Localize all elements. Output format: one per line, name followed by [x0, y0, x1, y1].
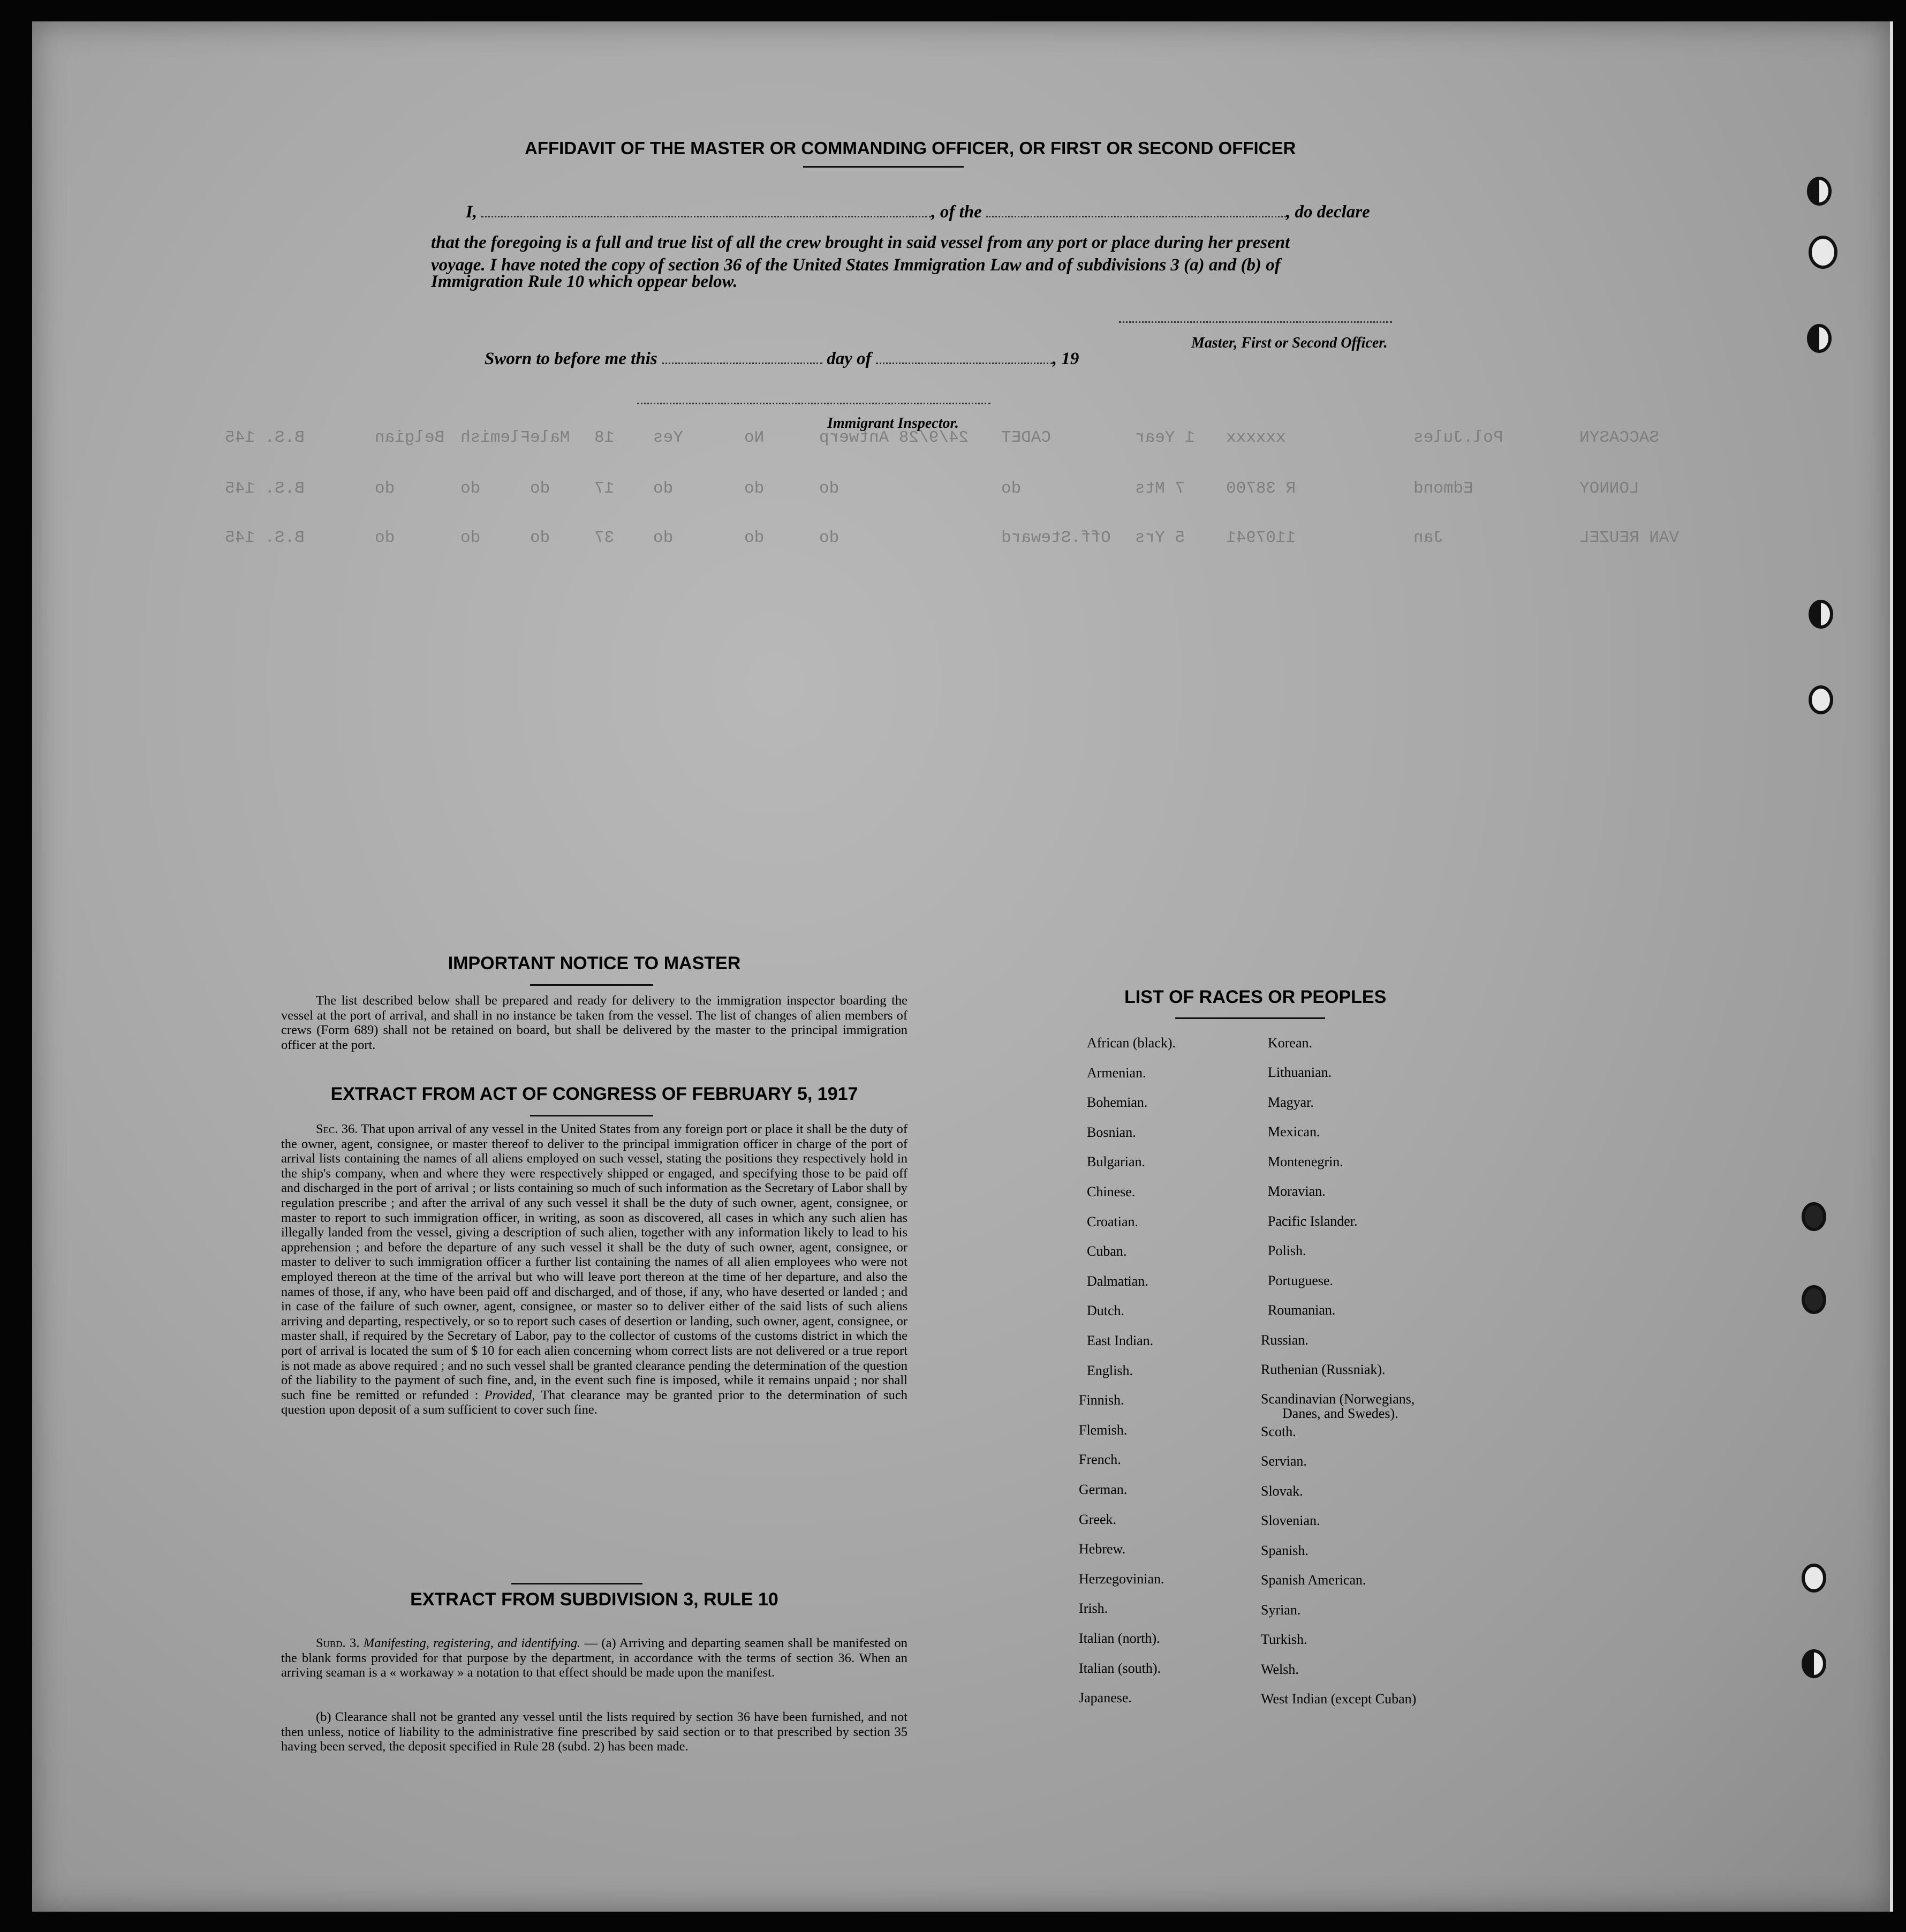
act-title: EXTRACT FROM ACT OF CONGRESS OF FEBRUARY 5, 1917	[330, 1084, 858, 1104]
race-item: Cuban.	[1087, 1243, 1127, 1259]
bleed-cell: LONNOY	[1579, 479, 1639, 498]
bleed-cell: do	[744, 479, 765, 498]
punch-hole	[1802, 1285, 1826, 1314]
race-item: Bosnian.	[1087, 1124, 1136, 1140]
race-item: Syrian.	[1261, 1602, 1301, 1618]
bleed-cell: B.S. 145	[225, 479, 305, 498]
race-item: Slovak.	[1261, 1483, 1303, 1499]
race-item: Servian.	[1261, 1453, 1307, 1469]
sworn-day-blank[interactable]	[662, 363, 822, 364]
bleed-cell: B.S. 145	[225, 428, 305, 447]
rule-subd-b: (b) Clearance shall not be granted any vessel until the lists required by section 36 have been furnished, and not then unless, notice of liability to the administrative fine prescribed by said section or to that prescribed by section 35 having been served, the deposit specified in Rule 28 (subd. 2) has been made.	[281, 1710, 907, 1754]
race-item: Montenegrin.	[1268, 1154, 1343, 1169]
bleed-row	[214, 529, 1767, 550]
act-title-rule	[530, 1115, 653, 1116]
sworn-label: Sworn to before me this	[485, 349, 657, 368]
race-item: Slovenian.	[1261, 1513, 1320, 1528]
punch-hole	[1809, 685, 1833, 714]
race-item: Roumanian.	[1268, 1302, 1336, 1318]
bleed-cell: 7 Mts	[1135, 479, 1185, 498]
day-of-label: day of	[827, 349, 872, 368]
race-item: Welsh.	[1261, 1662, 1299, 1677]
bleed-cell: Edmond	[1413, 479, 1473, 498]
race-item: Dutch.	[1087, 1303, 1125, 1319]
bleed-cell: do	[653, 529, 674, 547]
rule-a-text: — (a) Arriving and departing seamen shall be manifested on the blank forms provided for that purpose by the department, in accordance with the terms of section 36. When an arriving seaman is a « workaway » a notation to that effect should be made upon the manifest.	[281, 1636, 907, 1680]
act-provided: Provided,	[484, 1387, 535, 1402]
rule-subd-a	[281, 1636, 907, 1680]
race-item: Irish.	[1079, 1601, 1108, 1617]
race-item: Mexican.	[1268, 1124, 1320, 1139]
affidavit-title: AFFIDAVIT OF THE MASTER OR COMMANDING OFFICER, OR FIRST OR SECOND OFFICER	[525, 138, 1296, 158]
races-title: LIST OF RACES OR PEOPLES	[1124, 987, 1387, 1007]
rule-title-top-rule	[511, 1583, 642, 1584]
punch-hole	[1807, 324, 1832, 353]
bleed-cell: Flemish	[460, 428, 531, 447]
act-body: That upon arrival of any vessel in the United States from any foreign port or place it shall be the duty of the owner, agent, consignee, or master thereof to deliver to the principal immigration officer in charge of the port of arrival lists containing the names of all aliens employed on such vessel, stating the positions they respectively hold in the ship's company, when and where they were respectively shipped or engaged, and specifying those to be paid off and discharged in the port of arrival ; or lists containing so much of such information as the Secretary of Labor shall by regulation prescribe ; and after the arrival of any such vessel it shall be the duty of such owner, agent, consignee, or master to report to such immigration officer, in writing, as soon as discovered, all cases in which any such alien has illegally landed from the vessel, giving a description of such alien, together with any information likely to lead to his apprehension ; and before the departure of any such vessel it shall be the duty of such owner, agent, consignee, or master to deliver to such immigration officer a further list containing the names of all alien employees who were not employed thereon at the time of the arrival but who will leave port thereon at the time of her departure, and also the names of those, if any, who have been paid off and discharged, and of those, if any, who have deserted or landed ; and in case of the failure of such owner, agent, consignee, or master so to deliver either of the said lists of such aliens arriving and departing, respectively, or so to report such cases of desertion or landing, such owner, agent, consignee, or master shall, if required by the Secretary of Labor, pay to the collector of customs of the customs district in which the port of arrival is located the sum of $ 10 for each alien concerning whom correct lists are not delivered or a true report is not made as above required ; and no such vessel shall be granted clearance pending the determination of the question of the liability to the payment of such fine, and, in the event such fine is imposed, while it remains unpaid ; nor shall such fine be remitted or refunded :	[281, 1122, 907, 1402]
race-item: Portuguese.	[1268, 1273, 1334, 1288]
bleed-cell: 1 Year	[1135, 428, 1195, 447]
bleed-cell: 24/9/28 Antwerp	[819, 428, 969, 447]
bleed-cell: 1107941	[1226, 529, 1296, 547]
race-item: Ruthenian (Russniak).	[1261, 1362, 1386, 1377]
of-the-label: , of the	[931, 202, 982, 222]
race-item: Croatian.	[1087, 1213, 1139, 1229]
bleed-cell: 18	[594, 428, 615, 447]
act-tail: That clearance may be granted prior to the determination of such question upon deposit of a sum sufficient to cover such fine.	[281, 1387, 908, 1417]
bleed-cell: Belgian	[375, 428, 445, 447]
race-item: Herzegovinian.	[1079, 1571, 1164, 1587]
bleed-cell: do	[653, 479, 674, 498]
i-label: I,	[466, 202, 478, 222]
affidavit-line4: Immigration Rule 10 which oppear below.	[431, 272, 738, 291]
race-item: Italian (south).	[1079, 1660, 1161, 1676]
race-item: Scoth.	[1261, 1424, 1296, 1439]
bleed-row	[214, 428, 1767, 450]
bleed-cell: do	[744, 529, 765, 547]
race-item: Armenian.	[1087, 1065, 1146, 1081]
race-item: Hebrew.	[1079, 1541, 1126, 1557]
sworn-month-blank[interactable]	[876, 363, 1053, 364]
race-item: Flemish.	[1079, 1422, 1128, 1438]
notice-title: IMPORTANT NOTICE TO MASTER	[448, 953, 741, 973]
race-item: Greek.	[1079, 1511, 1117, 1527]
bleed-cell: do	[375, 529, 395, 547]
race-item: West Indian (except Cuban)	[1261, 1691, 1417, 1707]
race-item: Danes, and Swedes).	[1282, 1406, 1398, 1421]
race-item: English.	[1087, 1362, 1133, 1378]
act-section-label: Sec. 36.	[316, 1122, 358, 1136]
bleed-cell: 5 Yrs	[1135, 529, 1185, 547]
bleed-cell: xxxxxx	[1226, 428, 1286, 447]
do-declare-label: , do declare	[1286, 202, 1370, 222]
bleed-cell: Male	[530, 428, 570, 447]
bleed-cell: VAN REUZEL	[1579, 529, 1680, 547]
race-item: Bulgarian.	[1087, 1154, 1146, 1170]
bleed-cell: do	[530, 529, 550, 547]
race-item: Chinese.	[1087, 1184, 1136, 1199]
affidavit-line2: that the foregoing is a full and true list of all the crew brought in said vessel from any port or place during her present	[431, 233, 1290, 252]
rule-subd-label: Subd. 3.	[316, 1636, 360, 1650]
races-title-rule	[1175, 1017, 1325, 1019]
race-item: Russian.	[1261, 1332, 1309, 1348]
race-item: Turkish.	[1261, 1632, 1307, 1647]
bleed-cell: do	[819, 529, 839, 547]
bleed-cell: 37	[594, 529, 615, 547]
year-label: , 19	[1052, 349, 1079, 368]
race-item: Spanish.	[1261, 1543, 1309, 1558]
affidavit-line1	[466, 202, 1370, 222]
notice-title-rule	[530, 984, 653, 986]
race-item: Pacific Islander.	[1268, 1213, 1358, 1229]
bleed-cell: do	[1001, 479, 1022, 498]
affidavit-title-rule	[803, 166, 964, 168]
punch-hole	[1802, 1564, 1826, 1593]
sworn-line	[485, 349, 1079, 369]
bleed-cell: R 38700	[1226, 479, 1296, 498]
race-item: Moravian.	[1268, 1183, 1326, 1199]
race-item: East Indian.	[1087, 1333, 1154, 1348]
bleed-cell: do	[819, 479, 839, 498]
master-signature-line[interactable]	[1119, 321, 1392, 323]
affidavit-line3: voyage. I have noted the copy of section 36 of the United States Immigration Law and of subdivisions 3 (a) and (b) of	[431, 255, 1281, 275]
bleed-cell: B.S. 145	[225, 529, 305, 547]
punch-hole	[1809, 236, 1837, 269]
race-item: Korean.	[1268, 1035, 1313, 1051]
rule-title: EXTRACT FROM SUBDIVISION 3, RULE 10	[410, 1589, 778, 1610]
bleed-cell: Off.Steward	[1001, 529, 1111, 547]
punch-hole	[1802, 1202, 1826, 1231]
bleed-cell: do	[460, 529, 481, 547]
punch-hole	[1807, 177, 1832, 206]
race-item: Italian (north).	[1079, 1631, 1160, 1646]
bleed-cell: do	[530, 479, 550, 498]
race-item: Polish.	[1268, 1243, 1306, 1258]
bleed-cell: No	[744, 428, 765, 447]
inspector-signature-line[interactable]	[637, 403, 990, 404]
race-item: Magyar.	[1268, 1095, 1314, 1110]
bleed-cell: do	[460, 479, 481, 498]
bleed-cell: do	[375, 479, 395, 498]
inspector-signature-label: Immigrant Inspector.	[827, 415, 959, 432]
race-item: French.	[1079, 1452, 1121, 1468]
race-item: Bohemian.	[1087, 1095, 1148, 1111]
bleed-cell: SACCASYN	[1579, 428, 1659, 447]
race-item: Scandinavian (Norwegians,	[1261, 1391, 1415, 1407]
vessel-blank[interactable]	[986, 216, 1286, 217]
race-item: Finnish.	[1079, 1392, 1124, 1408]
act-text	[281, 1122, 907, 1417]
punch-hole	[1809, 600, 1833, 629]
bleed-cell: Jan	[1413, 529, 1443, 547]
race-item: African (black).	[1087, 1035, 1176, 1051]
rule-subd-heading: Manifesting, registering, and identifying.	[363, 1636, 581, 1650]
bleed-cell: CADET	[1001, 428, 1052, 447]
race-item: Spanish American.	[1261, 1572, 1366, 1588]
race-item: Japanese.	[1079, 1690, 1132, 1706]
bleed-cell: Yes	[653, 428, 683, 447]
bleed-cell: 17	[594, 479, 615, 498]
punch-hole	[1802, 1649, 1826, 1678]
bleed-cell: Pol.Jules	[1413, 428, 1503, 447]
race-item: Dalmatian.	[1087, 1273, 1148, 1289]
bleed-row	[214, 479, 1767, 501]
name-blank[interactable]	[481, 216, 931, 217]
race-item: Lithuanian.	[1268, 1065, 1332, 1080]
master-signature-label: Master, First or Second Officer.	[1191, 335, 1388, 351]
notice-text: The list described below shall be prepared and ready for delivery to the immigration inspector boarding the vessel at the port of arrival, and shall in no instance be taken from the vessel. The list of changes of alien members of crews (Form 689) shall not be retained on board, but shall be delivered by the master to the principal immigration officer at the port.	[281, 993, 907, 1052]
race-item: German.	[1079, 1482, 1128, 1497]
